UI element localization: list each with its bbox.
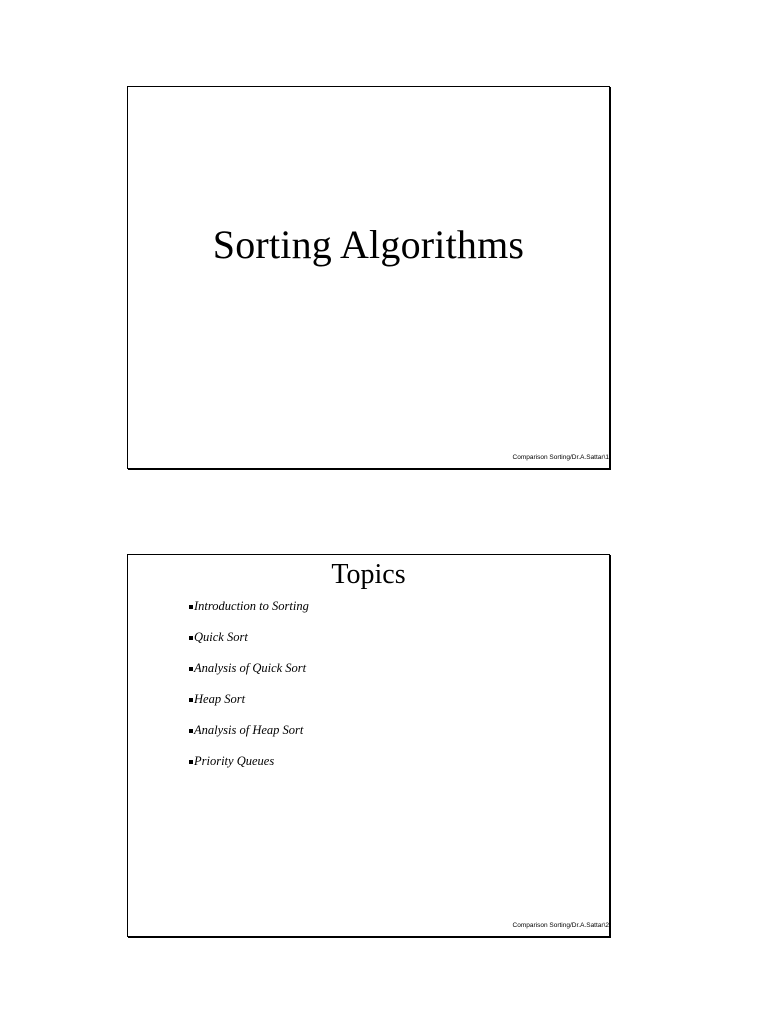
list-item [189,599,309,614]
list-item [189,692,309,707]
list-item-label: Analysis of Heap Sort [194,723,304,737]
slide-1 [127,86,610,469]
slide-footer: Comparison Sorting/Dr.A.Sattar\1 [512,454,609,461]
list-item-label: Priority Queues [194,754,275,768]
slide-title: Sorting Algorithms [212,222,525,267]
slide-2 [127,554,610,937]
square-bullet-icon [189,636,193,640]
list-item-label: Introduction to Sorting [194,599,309,613]
list-item [189,661,309,676]
square-bullet-icon [189,698,193,702]
square-bullet-icon [189,667,193,671]
list-item [189,754,309,769]
slide-title: Topics [331,559,406,590]
topics-list [189,599,309,785]
list-item-label: Analysis of Quick Sort [194,661,307,675]
square-bullet-icon [189,729,193,733]
list-item [189,723,309,738]
slide-footer: Comparison Sorting/Dr.A.Sattar\2 [512,922,609,929]
square-bullet-icon [189,605,193,609]
list-item [189,630,309,645]
list-item-label: Quick Sort [194,630,248,644]
list-item-label: Heap Sort [194,692,246,706]
square-bullet-icon [189,760,193,764]
